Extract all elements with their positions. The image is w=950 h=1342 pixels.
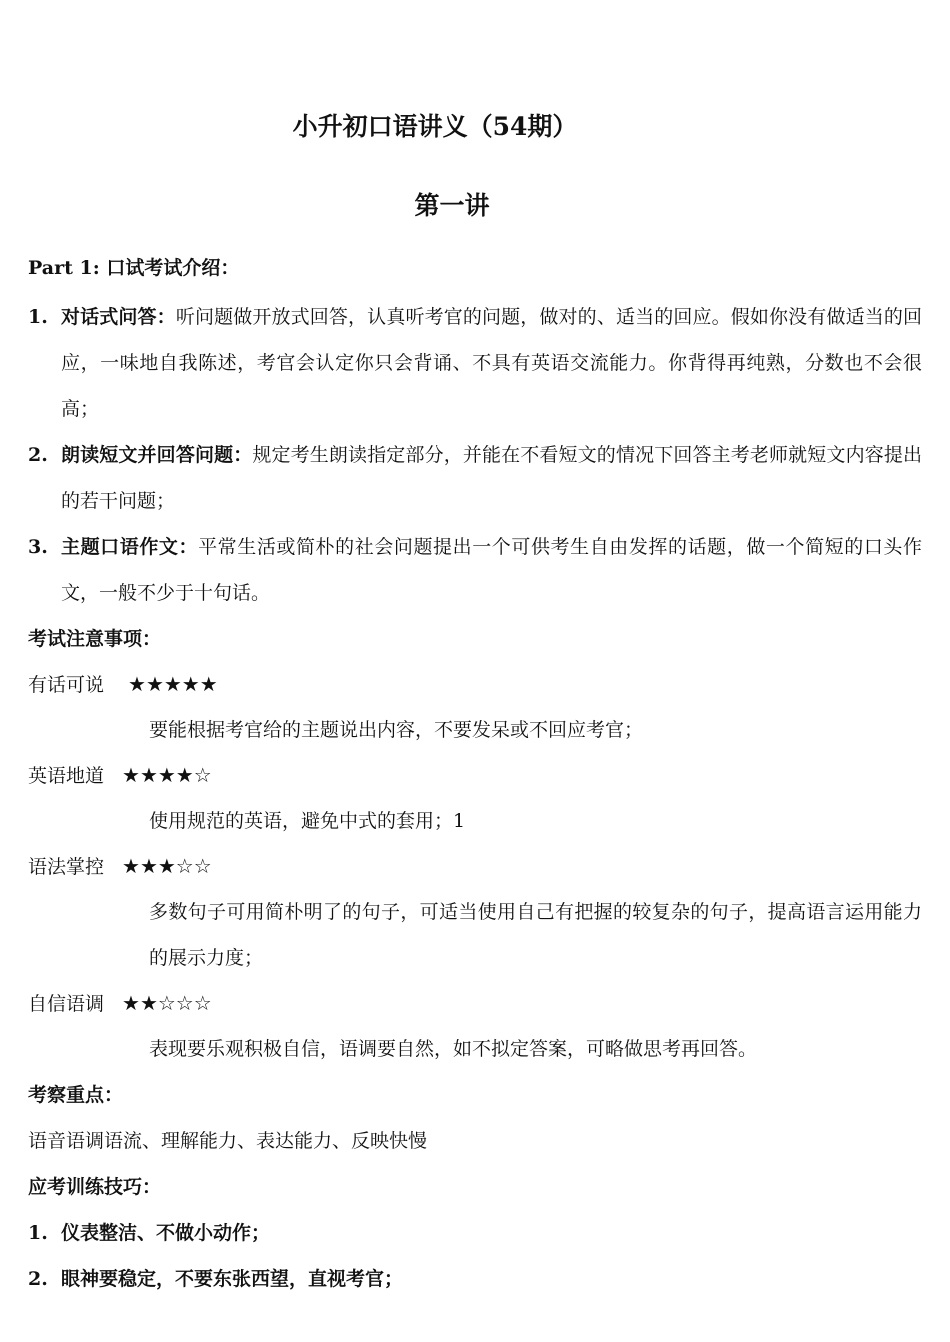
item-text: 听问题做开放式回答，认真听考官的问题，做对的、适当的回应。假如你没有做适当的回应，一味地自我陈述，考官会认定你只会背诵、不具有英语交流能力。你背得再纯熟，分数也不会很高； [61, 306, 922, 420]
note-row-content [28, 662, 922, 707]
note-desc: 使用规范的英语，避免中式的套用；1 [149, 810, 466, 832]
item-number: 1. [28, 306, 48, 328]
item-number: 3. [28, 536, 48, 558]
item-term: 对话式问答： [61, 306, 176, 328]
note-desc: 表现要乐观积极自信，语调要自然，如不拟定答案，可略做思考再回答。 [149, 1038, 758, 1060]
note-row-english [28, 753, 922, 798]
note-label: 语法掌控 [28, 856, 105, 878]
item-text: 规定考生朗读指定部分，并能在不看短文的情况下回答主考老师就短文内容提出的若干问题； [61, 444, 922, 512]
note-label: 有话可说 [28, 674, 105, 696]
document-body [28, 252, 922, 1302]
star-rating-icon: ★★★★★ [128, 672, 218, 696]
item-text: 平常生活或简朴的社会问题提出一个可供考生自由发挥的话题，做一个简短的口头作文，一般不少于十句话。 [61, 536, 922, 604]
part1-item-1 [28, 294, 922, 432]
note-label: 自信语调 [28, 993, 105, 1015]
part1-heading: Part 1: 口试考试介绍： [28, 257, 240, 279]
skills-heading: 应考训练技巧： [28, 1176, 162, 1198]
item-text: 眼神要稳定，不要东张西望，直视考官； [61, 1268, 404, 1290]
star-rating-icon: ★★☆☆☆ [122, 991, 212, 1015]
item-number: 2. [28, 444, 48, 466]
lecture-title: 第一讲 [414, 191, 490, 220]
item-number: 2. [28, 1268, 48, 1290]
part1-item-2 [28, 432, 922, 524]
note-row-grammar [28, 844, 922, 889]
item-term: 朗读短文并回答问题： [61, 444, 253, 466]
note-row-confidence [28, 981, 922, 1026]
star-rating-icon: ★★★☆☆ [122, 854, 212, 878]
item-number: 1. [28, 1222, 48, 1244]
item-term: 主题口语作文： [61, 536, 199, 558]
part1-item-3 [28, 524, 922, 616]
note-label: 英语地道 [28, 765, 105, 787]
skills-item-2 [28, 1256, 922, 1302]
star-rating-icon: ★★★★☆ [122, 763, 212, 787]
item-text: 仪表整洁、不做小动作； [61, 1222, 271, 1244]
focus-text: 语音语调语流、理解能力、表达能力、反映快慢 [28, 1130, 428, 1152]
document-title: 小升初口语讲义（54期） [292, 112, 578, 141]
skills-item-1 [28, 1210, 922, 1256]
note-desc: 多数句子可用简朴明了的句子，可适当使用自己有把握的较复杂的句子，提高语言运用能力的展示力度； [149, 901, 922, 969]
note-desc: 要能根据考官给的主题说出内容，不要发呆或不回应考官； [149, 719, 644, 741]
focus-heading: 考察重点： [28, 1084, 124, 1106]
notes-heading: 考试注意事项： [28, 628, 162, 650]
